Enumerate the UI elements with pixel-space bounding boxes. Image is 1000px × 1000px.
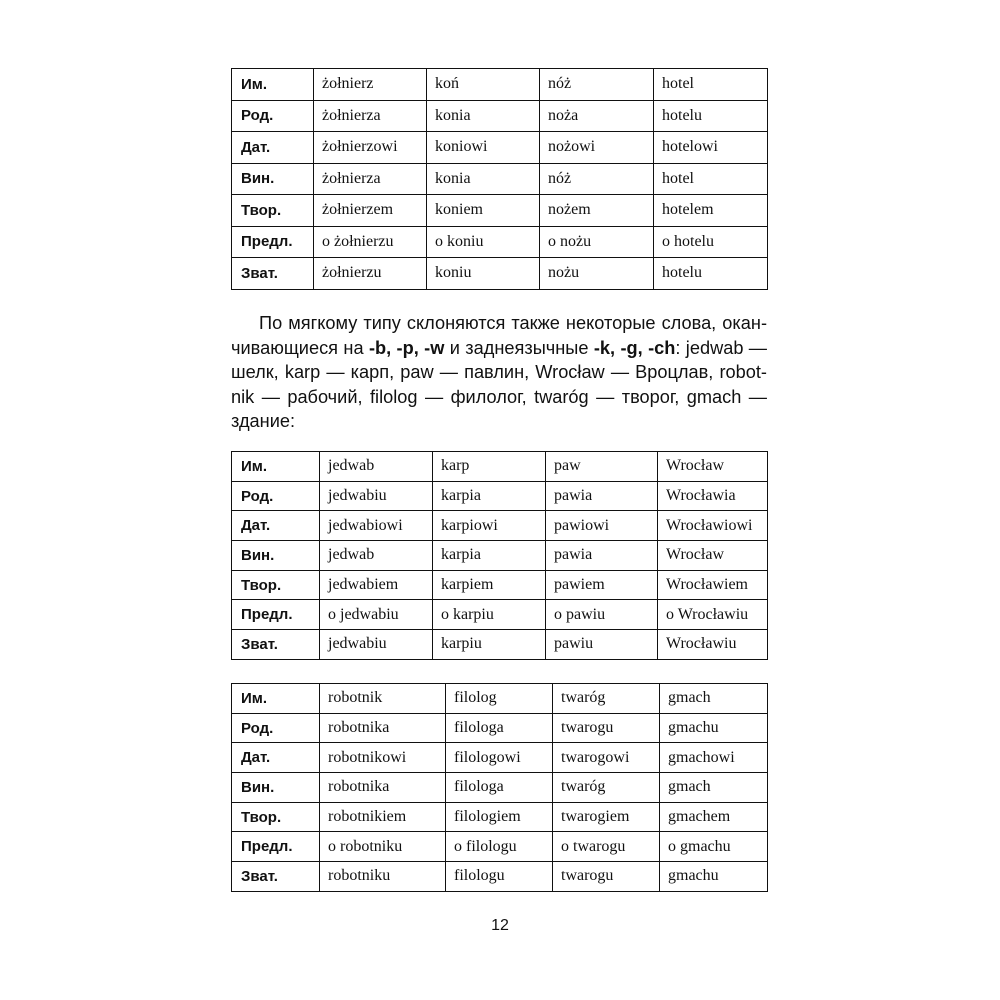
word-form-cell: filologiem [446, 802, 553, 832]
word-form-cell: nożem [540, 195, 654, 227]
table-row [232, 630, 768, 660]
word-form-cell: noża [540, 100, 654, 132]
word-form-cell: Wrocławiu [658, 630, 768, 660]
word-form-cell: hotelu [654, 258, 768, 290]
case-label: Вин. [232, 773, 320, 803]
table-row [232, 100, 768, 132]
word-form-cell: twarogu [553, 862, 660, 892]
word-form-cell: karpiowi [433, 511, 546, 541]
word-form-cell: gmach [660, 773, 768, 803]
word-form-cell: żołnierza [314, 100, 427, 132]
word-form-cell: Wrocławia [658, 481, 768, 511]
word-form-cell: paw [546, 452, 658, 482]
paragraph-line: шелк, karp — карп, paw — павлин, Wrocław — Вроцлав, robot- [231, 362, 767, 382]
ending-highlight: -k, -g, -ch [593, 337, 676, 358]
word-form-cell: karpia [433, 541, 546, 571]
word-form-cell: żołnierz [314, 69, 427, 101]
word-form-cell: koniowi [427, 132, 540, 164]
word-form-cell: gmachem [660, 802, 768, 832]
word-form-cell: koniu [427, 258, 540, 290]
word-form-cell: o żołnierzu [314, 226, 427, 258]
table-row [232, 743, 768, 773]
case-label: Твор. [232, 570, 320, 600]
word-form-cell: hotelem [654, 195, 768, 227]
word-form-cell: o pawiu [546, 600, 658, 630]
word-form-cell: robotnikowi [320, 743, 446, 773]
case-label: Предл. [232, 226, 314, 258]
word-form-cell: robotnika [320, 773, 446, 803]
case-label: Им. [232, 452, 320, 482]
table-row [232, 600, 768, 630]
word-form-cell: twarogu [553, 713, 660, 743]
word-form-cell: koniem [427, 195, 540, 227]
table-row [232, 713, 768, 743]
word-form-cell: karpiu [433, 630, 546, 660]
word-form-cell: hotel [654, 69, 768, 101]
word-form-cell: twarogiem [553, 802, 660, 832]
word-form-cell: o karpiu [433, 600, 546, 630]
case-label: Зват. [232, 862, 320, 892]
word-form-cell: twaróg [553, 773, 660, 803]
word-form-cell: Wrocław [658, 541, 768, 571]
table-row [232, 511, 768, 541]
page-number: 12 [491, 917, 509, 934]
case-label: Предл. [232, 832, 320, 862]
word-form-cell: konia [427, 163, 540, 195]
table-row [232, 481, 768, 511]
word-form-cell: twarogowi [553, 743, 660, 773]
word-form-cell: żołnierza [314, 163, 427, 195]
word-form-cell: hotel [654, 163, 768, 195]
word-form-cell: karp [433, 452, 546, 482]
table-row [232, 163, 768, 195]
ending-highlight: -b, -p, -w [368, 337, 445, 358]
word-form-cell: pawia [546, 481, 658, 511]
word-form-cell: karpia [433, 481, 546, 511]
case-label: Им. [232, 69, 314, 101]
word-form-cell: filologa [446, 773, 553, 803]
word-form-cell: jedwabiem [320, 570, 433, 600]
word-form-cell: robotnika [320, 713, 446, 743]
word-form-cell: robotniku [320, 862, 446, 892]
word-form-cell: koń [427, 69, 540, 101]
word-form-cell: filologu [446, 862, 553, 892]
word-form-cell: o nożu [540, 226, 654, 258]
word-form-cell: o filologu [446, 832, 553, 862]
case-label: Вин. [232, 163, 314, 195]
explanation-paragraph [231, 311, 767, 434]
word-form-cell: jedwab [320, 452, 433, 482]
case-label: Твор. [232, 802, 320, 832]
word-form-cell: konia [427, 100, 540, 132]
case-label: Дат. [232, 511, 320, 541]
case-label: Род. [232, 481, 320, 511]
table-row [232, 452, 768, 482]
word-form-cell: o twarogu [553, 832, 660, 862]
word-form-cell: karpiem [433, 570, 546, 600]
word-form-cell: o jedwabiu [320, 600, 433, 630]
case-label: Им. [232, 684, 320, 714]
word-form-cell: nóż [540, 163, 654, 195]
word-form-cell: Wrocław [658, 452, 768, 482]
word-form-cell: jedwab [320, 541, 433, 571]
table-row [232, 226, 768, 258]
table-row [232, 570, 768, 600]
word-form-cell: żołnierzowi [314, 132, 427, 164]
word-form-cell: pawia [546, 541, 658, 571]
table-row [232, 773, 768, 803]
word-form-cell: pawiowi [546, 511, 658, 541]
word-form-cell: o gmachu [660, 832, 768, 862]
word-form-cell: Wrocławiem [658, 570, 768, 600]
word-form-cell: twaróg [553, 684, 660, 714]
word-form-cell: gmach [660, 684, 768, 714]
case-label: Дат. [232, 743, 320, 773]
paragraph-line: По мягкому типу склоняются также некоторые слова, окан- [259, 313, 767, 333]
word-form-cell: filologa [446, 713, 553, 743]
word-form-cell: robotnikiem [320, 802, 446, 832]
table-row [232, 69, 768, 101]
word-form-cell: filolog [446, 684, 553, 714]
case-label: Зват. [232, 258, 314, 290]
declension-table-velar-nouns [231, 683, 768, 892]
table-row [232, 258, 768, 290]
word-form-cell: jedwabiu [320, 630, 433, 660]
word-form-cell: gmachu [660, 862, 768, 892]
word-form-cell: nożowi [540, 132, 654, 164]
word-form-cell: robotnik [320, 684, 446, 714]
word-form-cell: pawiu [546, 630, 658, 660]
word-form-cell: jedwabiu [320, 481, 433, 511]
word-form-cell: jedwabiowi [320, 511, 433, 541]
paragraph-line: nik — рабочий, filolog — филолог, twaróg — творог, gmach — [231, 386, 767, 407]
word-form-cell: pawiem [546, 570, 658, 600]
word-form-cell: hotelu [654, 100, 768, 132]
word-form-cell: gmachu [660, 713, 768, 743]
word-form-cell: o Wrocławiu [658, 600, 768, 630]
declension-table-soft-nouns [231, 68, 768, 290]
table-row [232, 802, 768, 832]
word-form-cell: o robotniku [320, 832, 446, 862]
paragraph-line: чивающиеся на -b, -p, -w и заднеязычные -k, -g, -ch: jedwab — [231, 337, 767, 358]
word-form-cell: hotelowi [654, 132, 768, 164]
paragraph-line: здание: [231, 411, 296, 431]
word-form-cell: filologowi [446, 743, 553, 773]
word-form-cell: o hotelu [654, 226, 768, 258]
word-form-cell: żołnierzem [314, 195, 427, 227]
table-row [232, 541, 768, 571]
case-label: Твор. [232, 195, 314, 227]
word-form-cell: nóż [540, 69, 654, 101]
case-label: Род. [232, 100, 314, 132]
declension-table-labial-nouns [231, 451, 768, 660]
case-label: Дат. [232, 132, 314, 164]
table-row [232, 195, 768, 227]
case-label: Зват. [232, 630, 320, 660]
word-form-cell: gmachowi [660, 743, 768, 773]
table-row [232, 832, 768, 862]
word-form-cell: o koniu [427, 226, 540, 258]
word-form-cell: nożu [540, 258, 654, 290]
table-row [232, 132, 768, 164]
word-form-cell: żołnierzu [314, 258, 427, 290]
word-form-cell: Wrocławiowi [658, 511, 768, 541]
table-row [232, 862, 768, 892]
case-label: Предл. [232, 600, 320, 630]
case-label: Род. [232, 713, 320, 743]
table-row [232, 684, 768, 714]
case-label: Вин. [232, 541, 320, 571]
